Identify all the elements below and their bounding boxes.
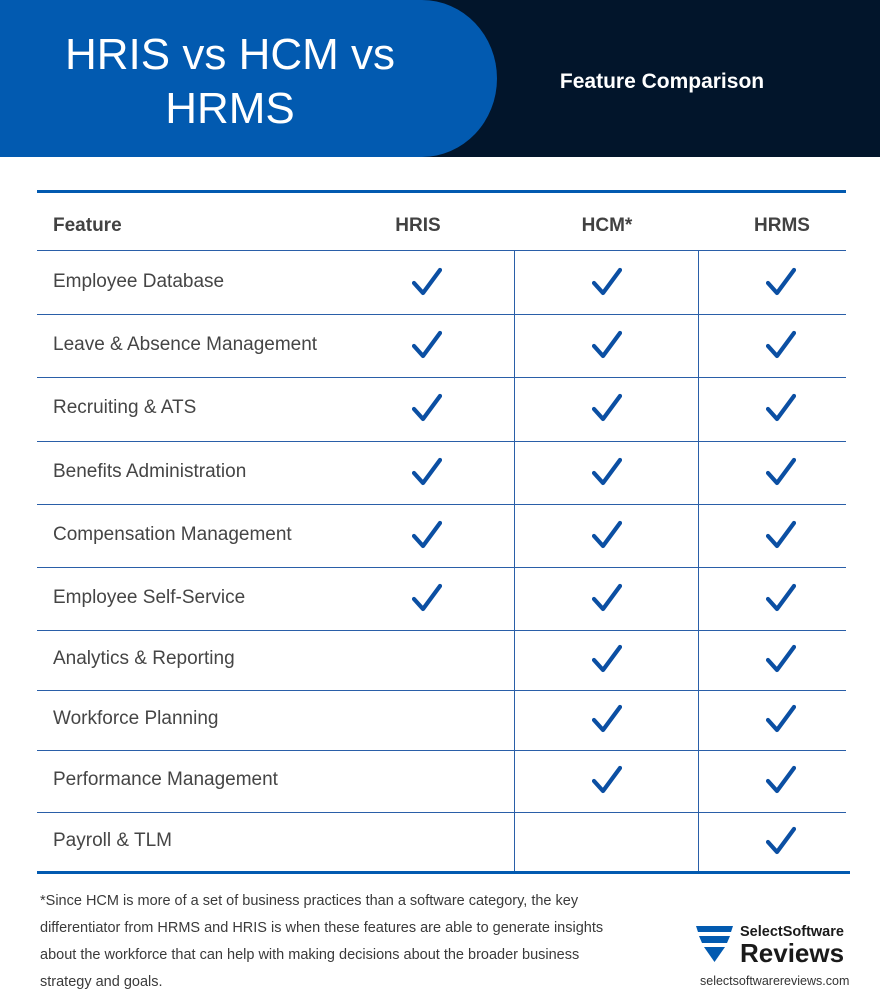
column-header-feature: Feature [53,215,122,236]
hcm-checkmark-icon [592,393,622,423]
hrms-checkmark-icon [766,704,796,734]
row-divider [37,441,846,442]
hcm-checkmark-icon [592,520,622,550]
brand-name-line-2: Reviews [740,938,845,968]
row-divider [37,377,846,378]
hrms-checkmark-icon [766,583,796,613]
footnote-line: differentiator from HRMS and HRIS is when these features are able to generate insights [40,920,604,936]
hcm-checkmark-icon [592,457,622,487]
hrms-checkmark-icon [766,393,796,423]
column-header-hris: HRIS [395,215,441,236]
brand-url: selectsoftwarereviews.com [700,974,850,988]
hcm-checkmark-icon [592,765,622,795]
hrms-checkmark-icon [766,644,796,674]
feature-label: Leave & Absence Management [53,333,318,355]
footnote [40,888,660,996]
row-divider [37,630,846,631]
feature-label: Workforce Planning [53,708,219,729]
column-divider [698,251,699,871]
feature-label: Analytics & Reporting [53,648,235,669]
hrms-checkmark-icon [766,520,796,550]
hris-checkmark-icon [412,267,442,297]
feature-label: Benefits Administration [53,460,247,482]
feature-label: Performance Management [53,769,278,790]
feature-label: Recruiting & ATS [53,397,197,418]
hcm-checkmark-icon [592,330,622,360]
title-line-1: HRIS vs HCM vs [65,30,395,79]
table-top-rule [37,190,846,193]
column-header-hcm: HCM* [581,215,633,236]
row-divider [37,504,846,505]
page-title [0,28,460,136]
hris-checkmark-icon [412,520,442,550]
page-subtitle: Feature Comparison [559,70,765,93]
feature-label: Payroll & TLM [53,829,172,851]
footnote-line: strategy and goals. [40,974,163,990]
hris-checkmark-icon [412,393,442,423]
hcm-checkmark-icon [592,704,622,734]
title-line-2: HRMS [165,84,295,133]
row-divider [37,812,846,813]
hcm-checkmark-icon [592,644,622,674]
column-divider [514,251,515,871]
chevron-stripes-logo-icon [696,926,733,962]
row-divider [37,750,846,751]
feature-label: Employee Database [53,270,225,292]
hrms-checkmark-icon [766,457,796,487]
hrms-checkmark-icon [766,330,796,360]
hrms-checkmark-icon [766,765,796,795]
footnote-line: *Since HCM is more of a set of business practices than a software category, the key [40,893,579,909]
hcm-checkmark-icon [592,583,622,613]
row-divider [37,567,846,568]
feature-label: Compensation Management [53,523,292,545]
row-divider [37,690,846,691]
footnote-line: about the workforce that can help with making decisions about the broader business [40,947,580,963]
hrms-checkmark-icon [766,826,796,856]
brand-name-line-1: SelectSoftware [740,924,844,940]
hris-checkmark-icon [412,457,442,487]
table-bottom-rule [37,871,850,874]
hris-checkmark-icon [412,583,442,613]
hcm-checkmark-icon [592,267,622,297]
hrms-checkmark-icon [766,267,796,297]
feature-label: Employee Self-Service [53,586,246,608]
hris-checkmark-icon [412,330,442,360]
row-divider [37,314,846,315]
header-banner [0,0,880,157]
column-header-hrms: HRMS [754,215,810,236]
header-divider [37,250,846,251]
